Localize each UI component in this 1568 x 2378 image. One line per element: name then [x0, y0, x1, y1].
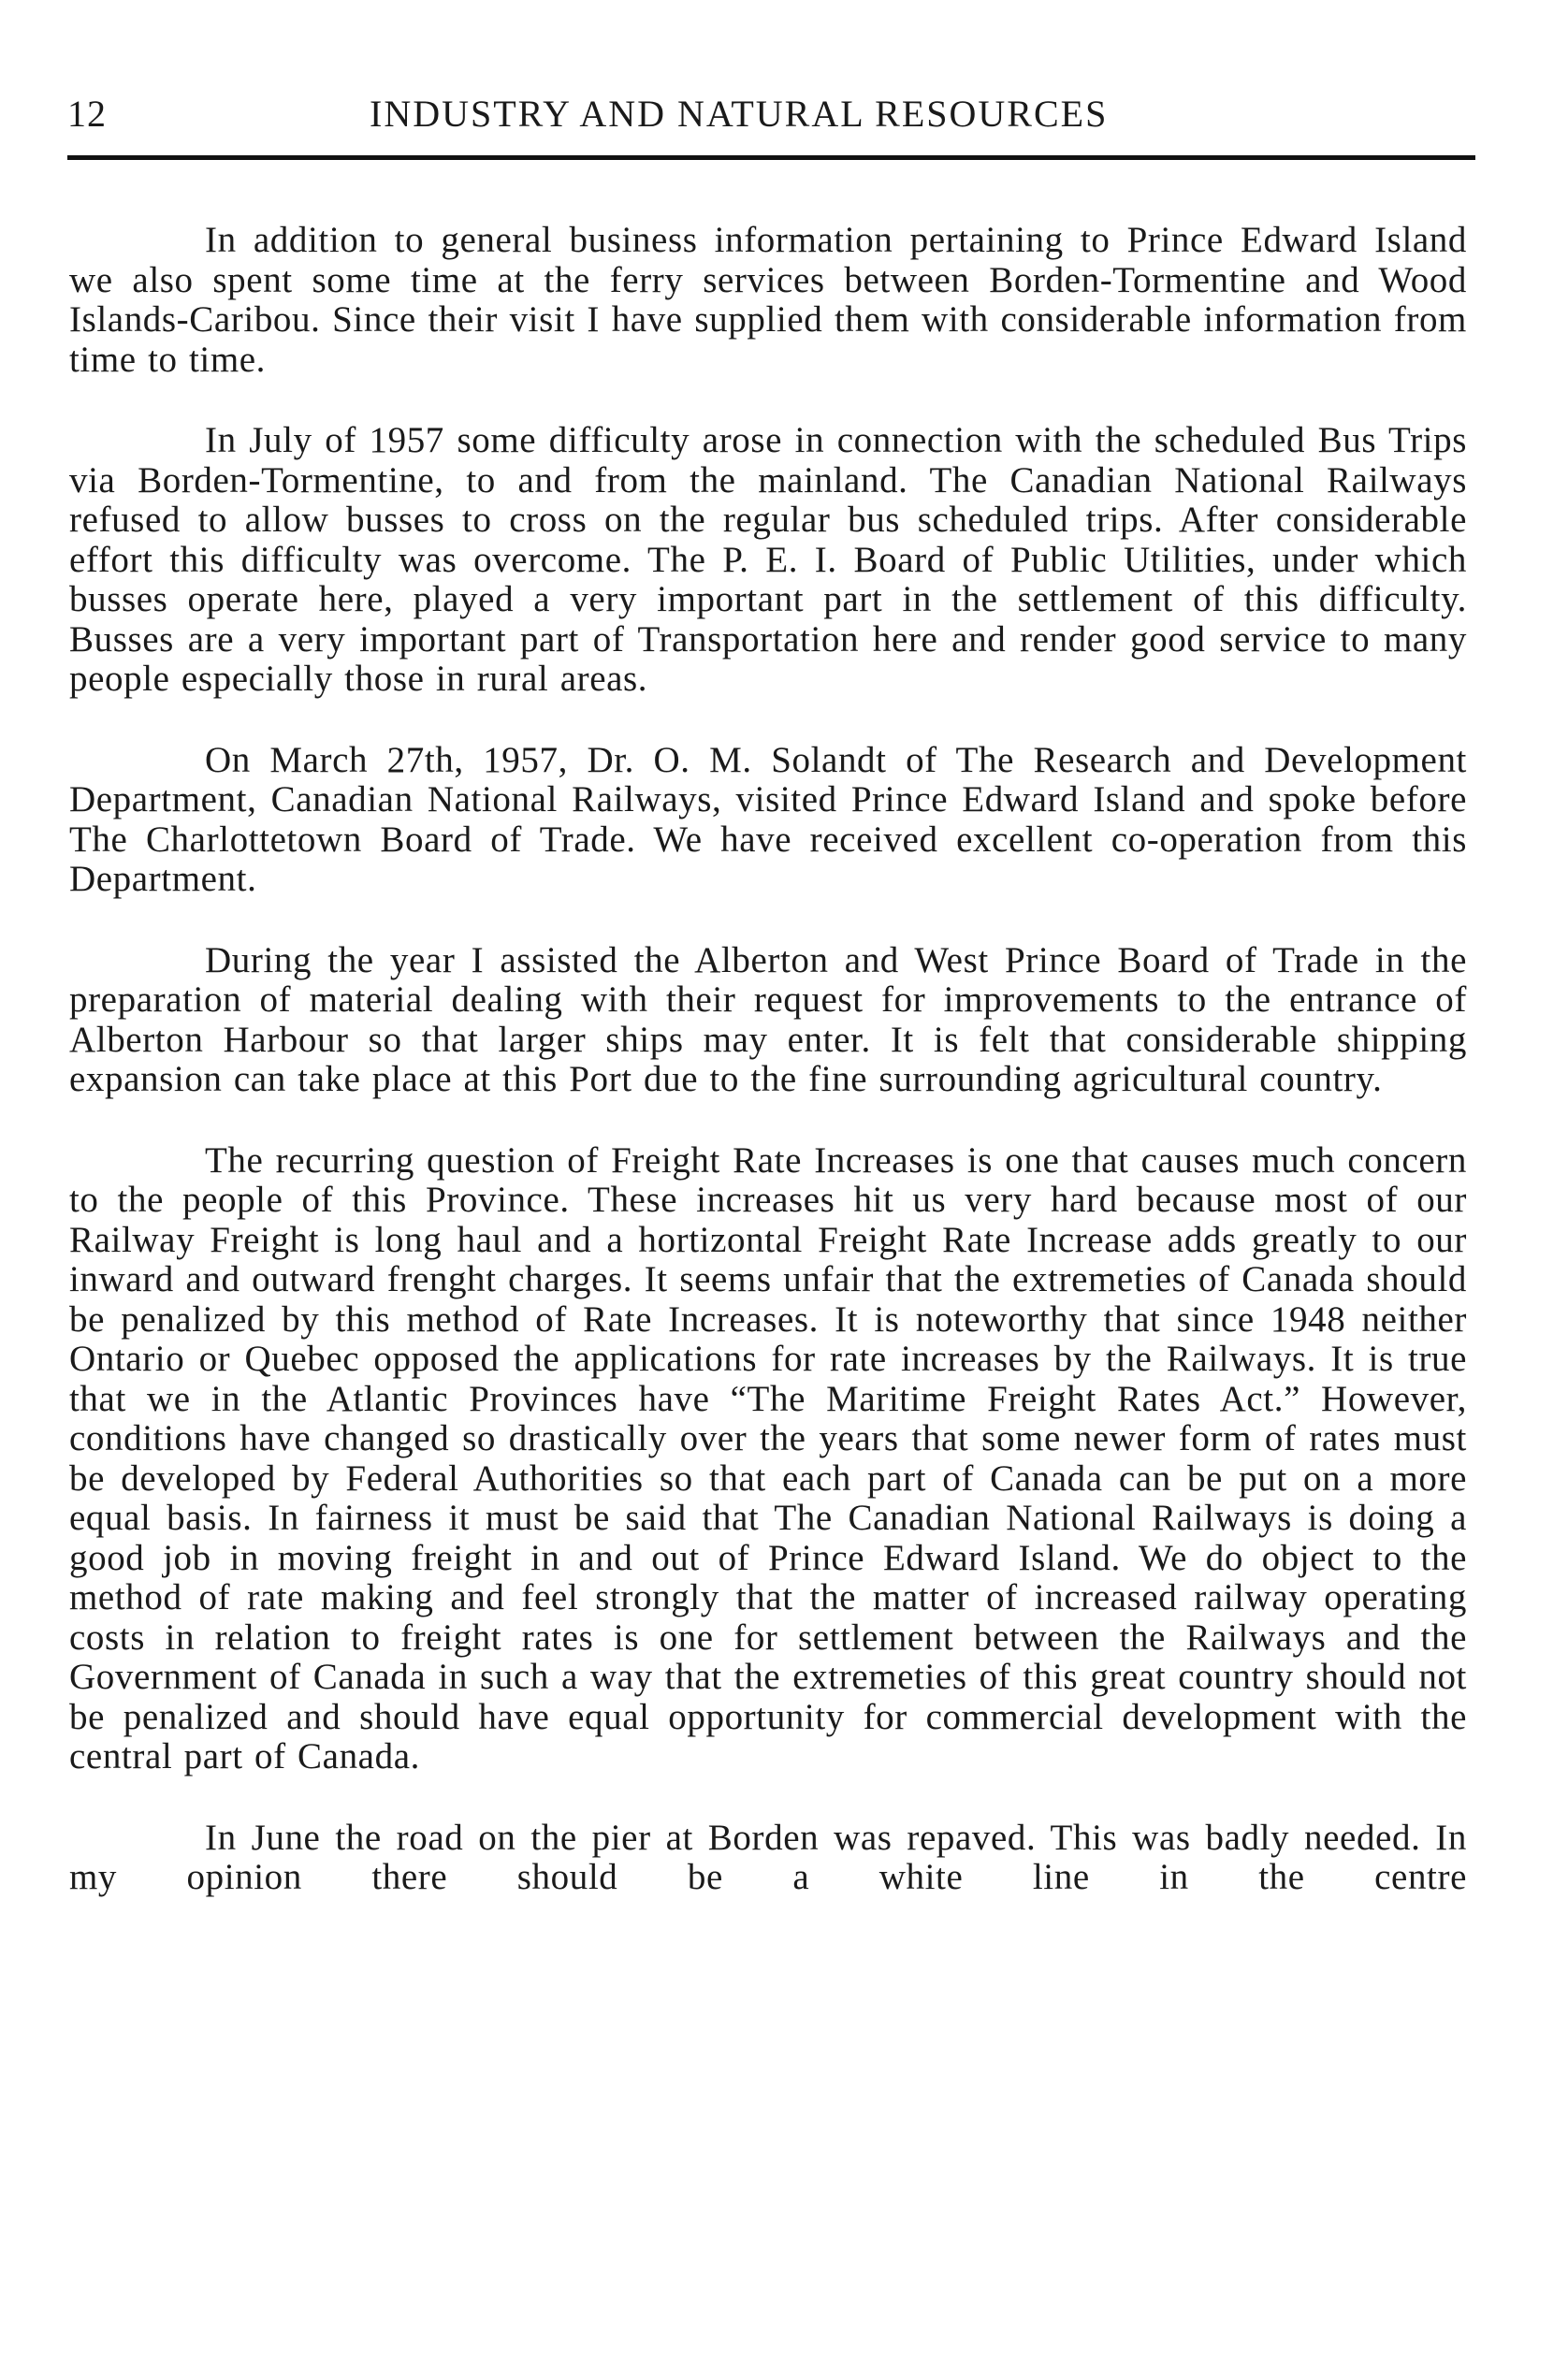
- paragraph-bus-trips: In July of 1957 some difficulty arose in connection with the scheduled Bus Trips via Borden-Tormentine, to and from the mainland. The Canadian National Railways refused to allow busses to cross on the regular bus scheduled trips. After considerable effort this difficulty was overcome. The P. E. I. Board of Public Utilities, under which busses operate here, played a very important part in the settlement of this difficulty. Busses are a very important part of Transportation here and render good service to many people especially those in rural areas.: [69, 420, 1467, 699]
- paragraph-freight-rates: The recurring question of Freight Rate Increases is one that causes much concern to the people of this Province. These increases hit us very hard because most of our Railway Freight is long haul and a hortizontal Freight Rate Increase adds greatly to our inward and outward frenght charges. It seems unfair that the extremeties of Canada should be penalized by this method of Rate Increases. It is noteworthy that since 1948 neither Ontario or Quebec opposed the applications for rate increases by the Railways. It is true that we in the Atlantic Provinces have “The Maritime Freight Rates Act.” However, conditions have changed so drastically over the years that some newer form of rates must be developed by Federal Authorities so that each part of Canada can be put on a more equal basis. In fairness it must be said that The Canadian National Railways is doing a good job in moving freight in and out of Prince Edward Island. We do object to the method of rate making and feel strongly that the matter of increased railway operating costs in relation to freight rates is one for settlement between the Railways and the Government of Canada in such a way that the extremeties of this great country should not be penalized and should have equal opportunity for commercial development with the central part of Canada.: [69, 1139, 1467, 1776]
- header-rule: [67, 155, 1475, 160]
- page-header: [67, 86, 1475, 142]
- body-text: [69, 221, 1467, 1898]
- paragraph-borden-pier: In June the road on the pier at Borden was repaved. This was badly needed. In my opinion there should be a white line in the centre: [69, 1817, 1467, 1897]
- running-title: INDUSTRY AND NATURAL RESOURCES: [370, 93, 1109, 135]
- paragraph-alberton-harbour: During the year I assisted the Alberton and West Prince Board of Trade in the preparation of material dealing with their request for improvements to the entrance of Alberton Harbour so that larger ships may enter. It is felt that considerable shipping expansion can take place at this Port due to the fine surrounding agricultural country.: [69, 939, 1467, 1099]
- paragraph-solandt-visit: On March 27th, 1957, Dr. O. M. Solandt of The Research and Development Department, Canadian National Railways, visited Prince Edward Island and spoke before The Charlottetown Board of Trade. We have received excellent co-operation from this Department.: [69, 739, 1467, 899]
- page-number: 12: [67, 93, 107, 135]
- paragraph-ferry-services: In addition to general business information pertaining to Prince Edward Island we also spent some time at the ferry services between Borden-Tormentine and Wood Islands-Caribou. Since their visit I have supplied them with considerable information from time to time.: [69, 220, 1467, 380]
